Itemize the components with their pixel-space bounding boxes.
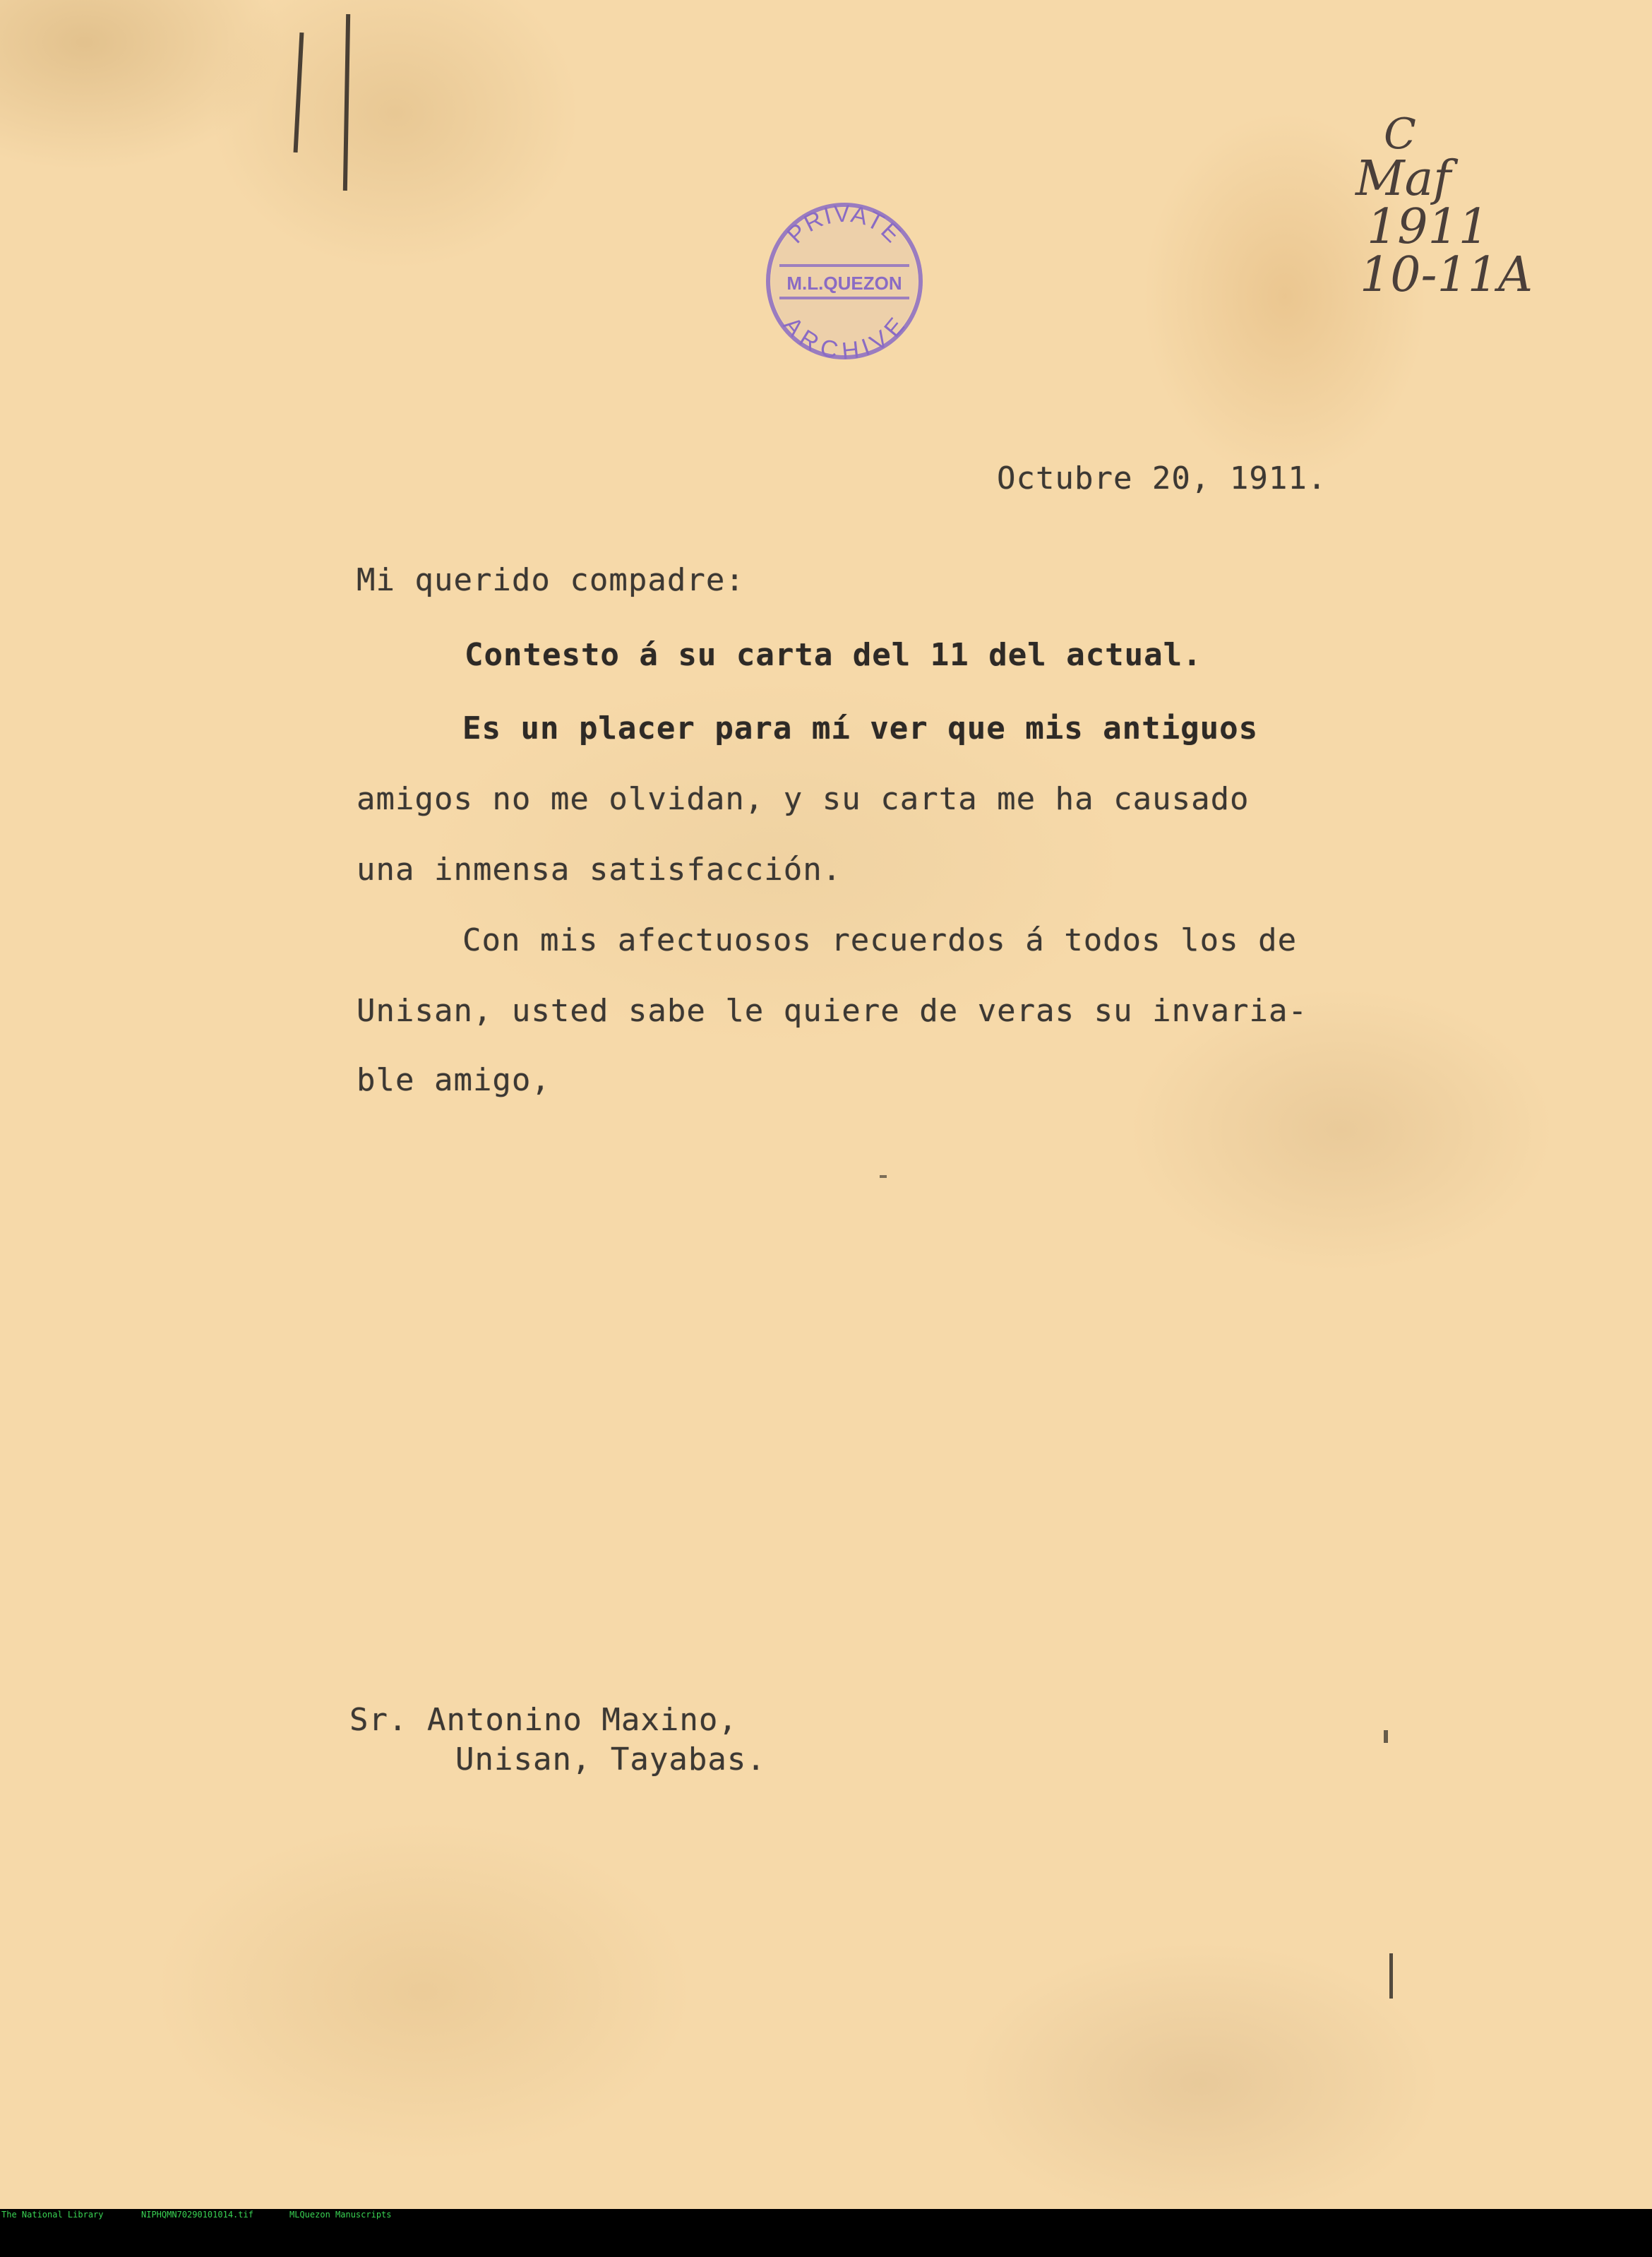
letter-paragraph-line: Con mis afectuosos recuerdos á todos los de (462, 922, 1298, 958)
addressee-name: Sr. Antonino Maxino, (349, 1702, 738, 1738)
letter-paragraph-line: Unisan, usted sabe le quiere de veras su invaria- (357, 993, 1308, 1029)
handwritten-line: 10-11A (1360, 247, 1533, 303)
staple-mark-left (294, 32, 304, 153)
handwritten-line: Maf (1355, 151, 1452, 207)
stamp-top-text: PRIVATE (782, 201, 907, 249)
letter-paragraph-line: Es un placer para mí ver que mis antiguos (462, 710, 1259, 746)
footer-collection: MLQuezon Manuscripts (289, 2210, 392, 2220)
margin-mark (1389, 1953, 1393, 1999)
handwritten-line: 1911 (1367, 199, 1490, 255)
letter-date: Octubre 20, 1911. (997, 460, 1327, 496)
addressee-location: Unisan, Tayabas. (455, 1741, 766, 1777)
letter-paragraph-line: una inmensa satisfacción. (357, 852, 842, 888)
letter-salutation: Mi querido compadre: (357, 562, 745, 598)
stamp-bottom-text: ARCHIVE (777, 311, 911, 362)
private-archive-stamp (764, 201, 925, 362)
handwritten-note (1355, 109, 1533, 303)
letter-paragraph-line: Contesto á su carta del 11 del actual. (465, 637, 1202, 673)
letter-paragraph-line: amigos no me olvidan, y su carta me ha causado (357, 781, 1250, 817)
margin-mark (1384, 1730, 1388, 1743)
margin-mark (880, 1175, 887, 1178)
footer-library: The National Library (1, 2210, 104, 2220)
footer-filename: NIPHQMN70290101014.tif (141, 2210, 253, 2220)
handwritten-line: C (1384, 109, 1416, 159)
letter-paragraph-line: ble amigo, (357, 1062, 551, 1098)
scan-footer (0, 2209, 1652, 2221)
stamp-center-text: M.L.QUEZON (786, 273, 902, 294)
staple-mark-right (343, 14, 350, 191)
